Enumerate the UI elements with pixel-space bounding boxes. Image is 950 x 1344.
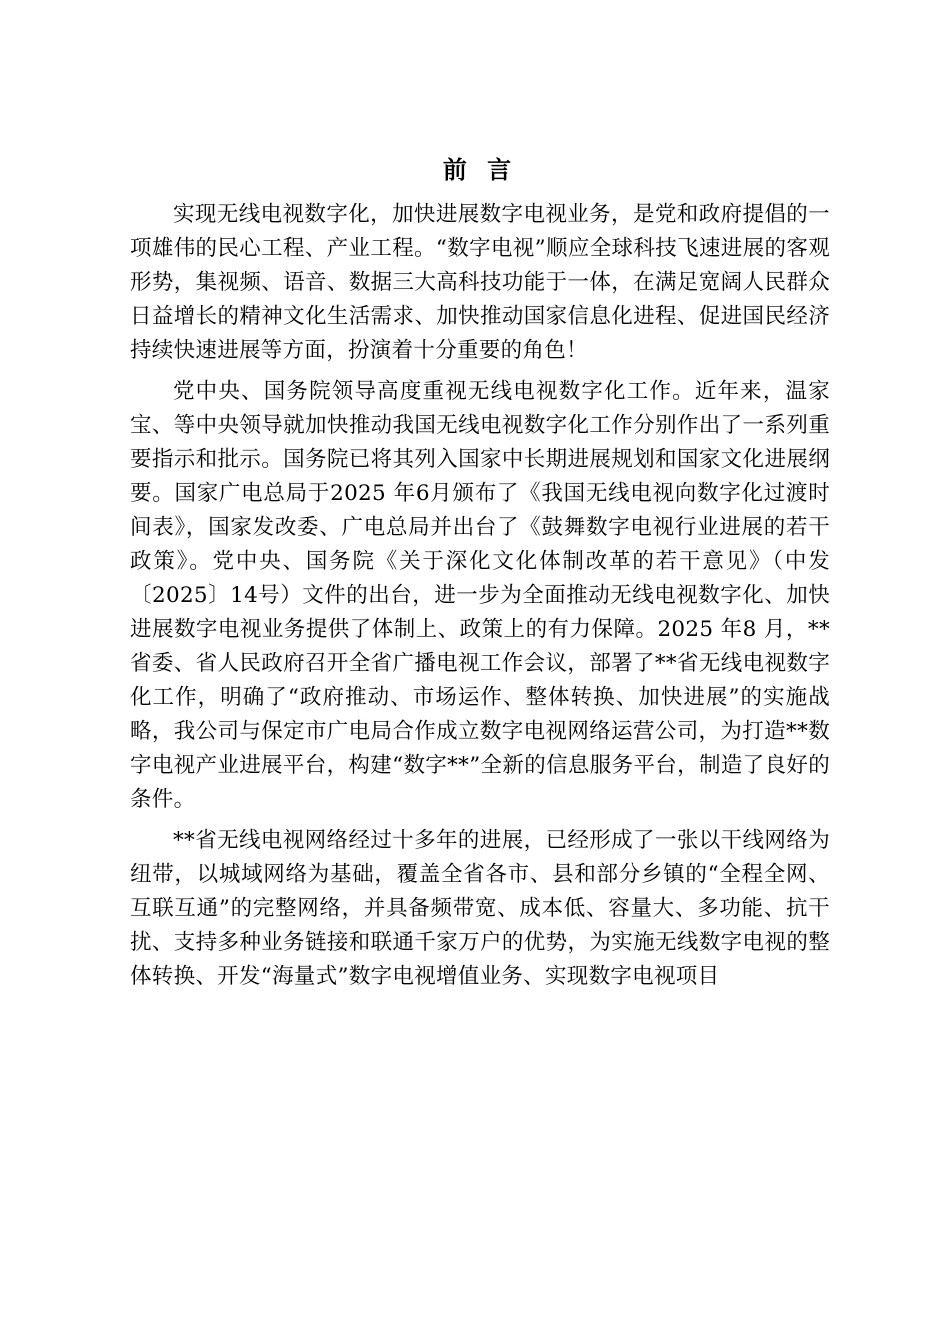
- paragraph-3: **省无线电视网络经过十多年的进展，已经形成了一张以干线网络为纽带，以城域网络为基础，覆盖全省各市、县和部分乡镇的“全程全网、互联互通”的完整网络，并具备频带宽、成本低、容量大、多功能、抗干扰、支持多种业务链接和联通千家万户的优势，为实施无线数字电视的整体转换、开发“海量式”数字电视增值业务、实现数字电视项目: [130, 828, 830, 989]
- paragraph-2: 党中央、国务院领导高度重视无线电视数字化工作。近年来，温家宝、等中央领导就加快推动我国无线电视数字化工作分别作出了一系列重要指示和批示。国务院已将其列入国家中长期进展规划和国家文化进展纲要。国家广电总局于2025 年6月颁布了《我国无线电视向数字化过渡时间表》，国家发改委、广电总局并出台了《鼓舞数字电视行业进展的若干政策》。党中央、国务院《关于深化文化体制改革的若干意见》（中发〔2025〕14号）文件的出台，进一步为全面推动无线电视数字化、加快进展数字电视业务提供了体制上、政策上的有力保障。2025 年8 月，**省委、省人民政府召开全省广播电视工作会议，部署了**省无线电视数字化工作，明确了“政府推动、市场运作、整体转换、加快进展”的实施战略，我公司与保定市广电局合作成立数字电视网络运营公司，为打造**数字电视产业进展平台，构建“数字**”全新的信息服务平台，制造了良好的条件。: [130, 379, 830, 812]
- page-title: 前 言: [442, 156, 518, 184]
- paragraph-1: 实现无线电视数字化，加快进展数字电视业务，是党和政府提倡的一项雄伟的民心工程、产业工程。“数字电视”顺应全球科技飞速进展的客观形势，集视频、语音、数据三大高科技功能于一体，在满足宽阔人民群众日益增长的精神文化生活需求、加快推动国家信息化进程、促进国民经济持续快速进展等方面，扮演着十分重要的角色！: [130, 202, 830, 363]
- document-page: [130, 150, 830, 1001]
